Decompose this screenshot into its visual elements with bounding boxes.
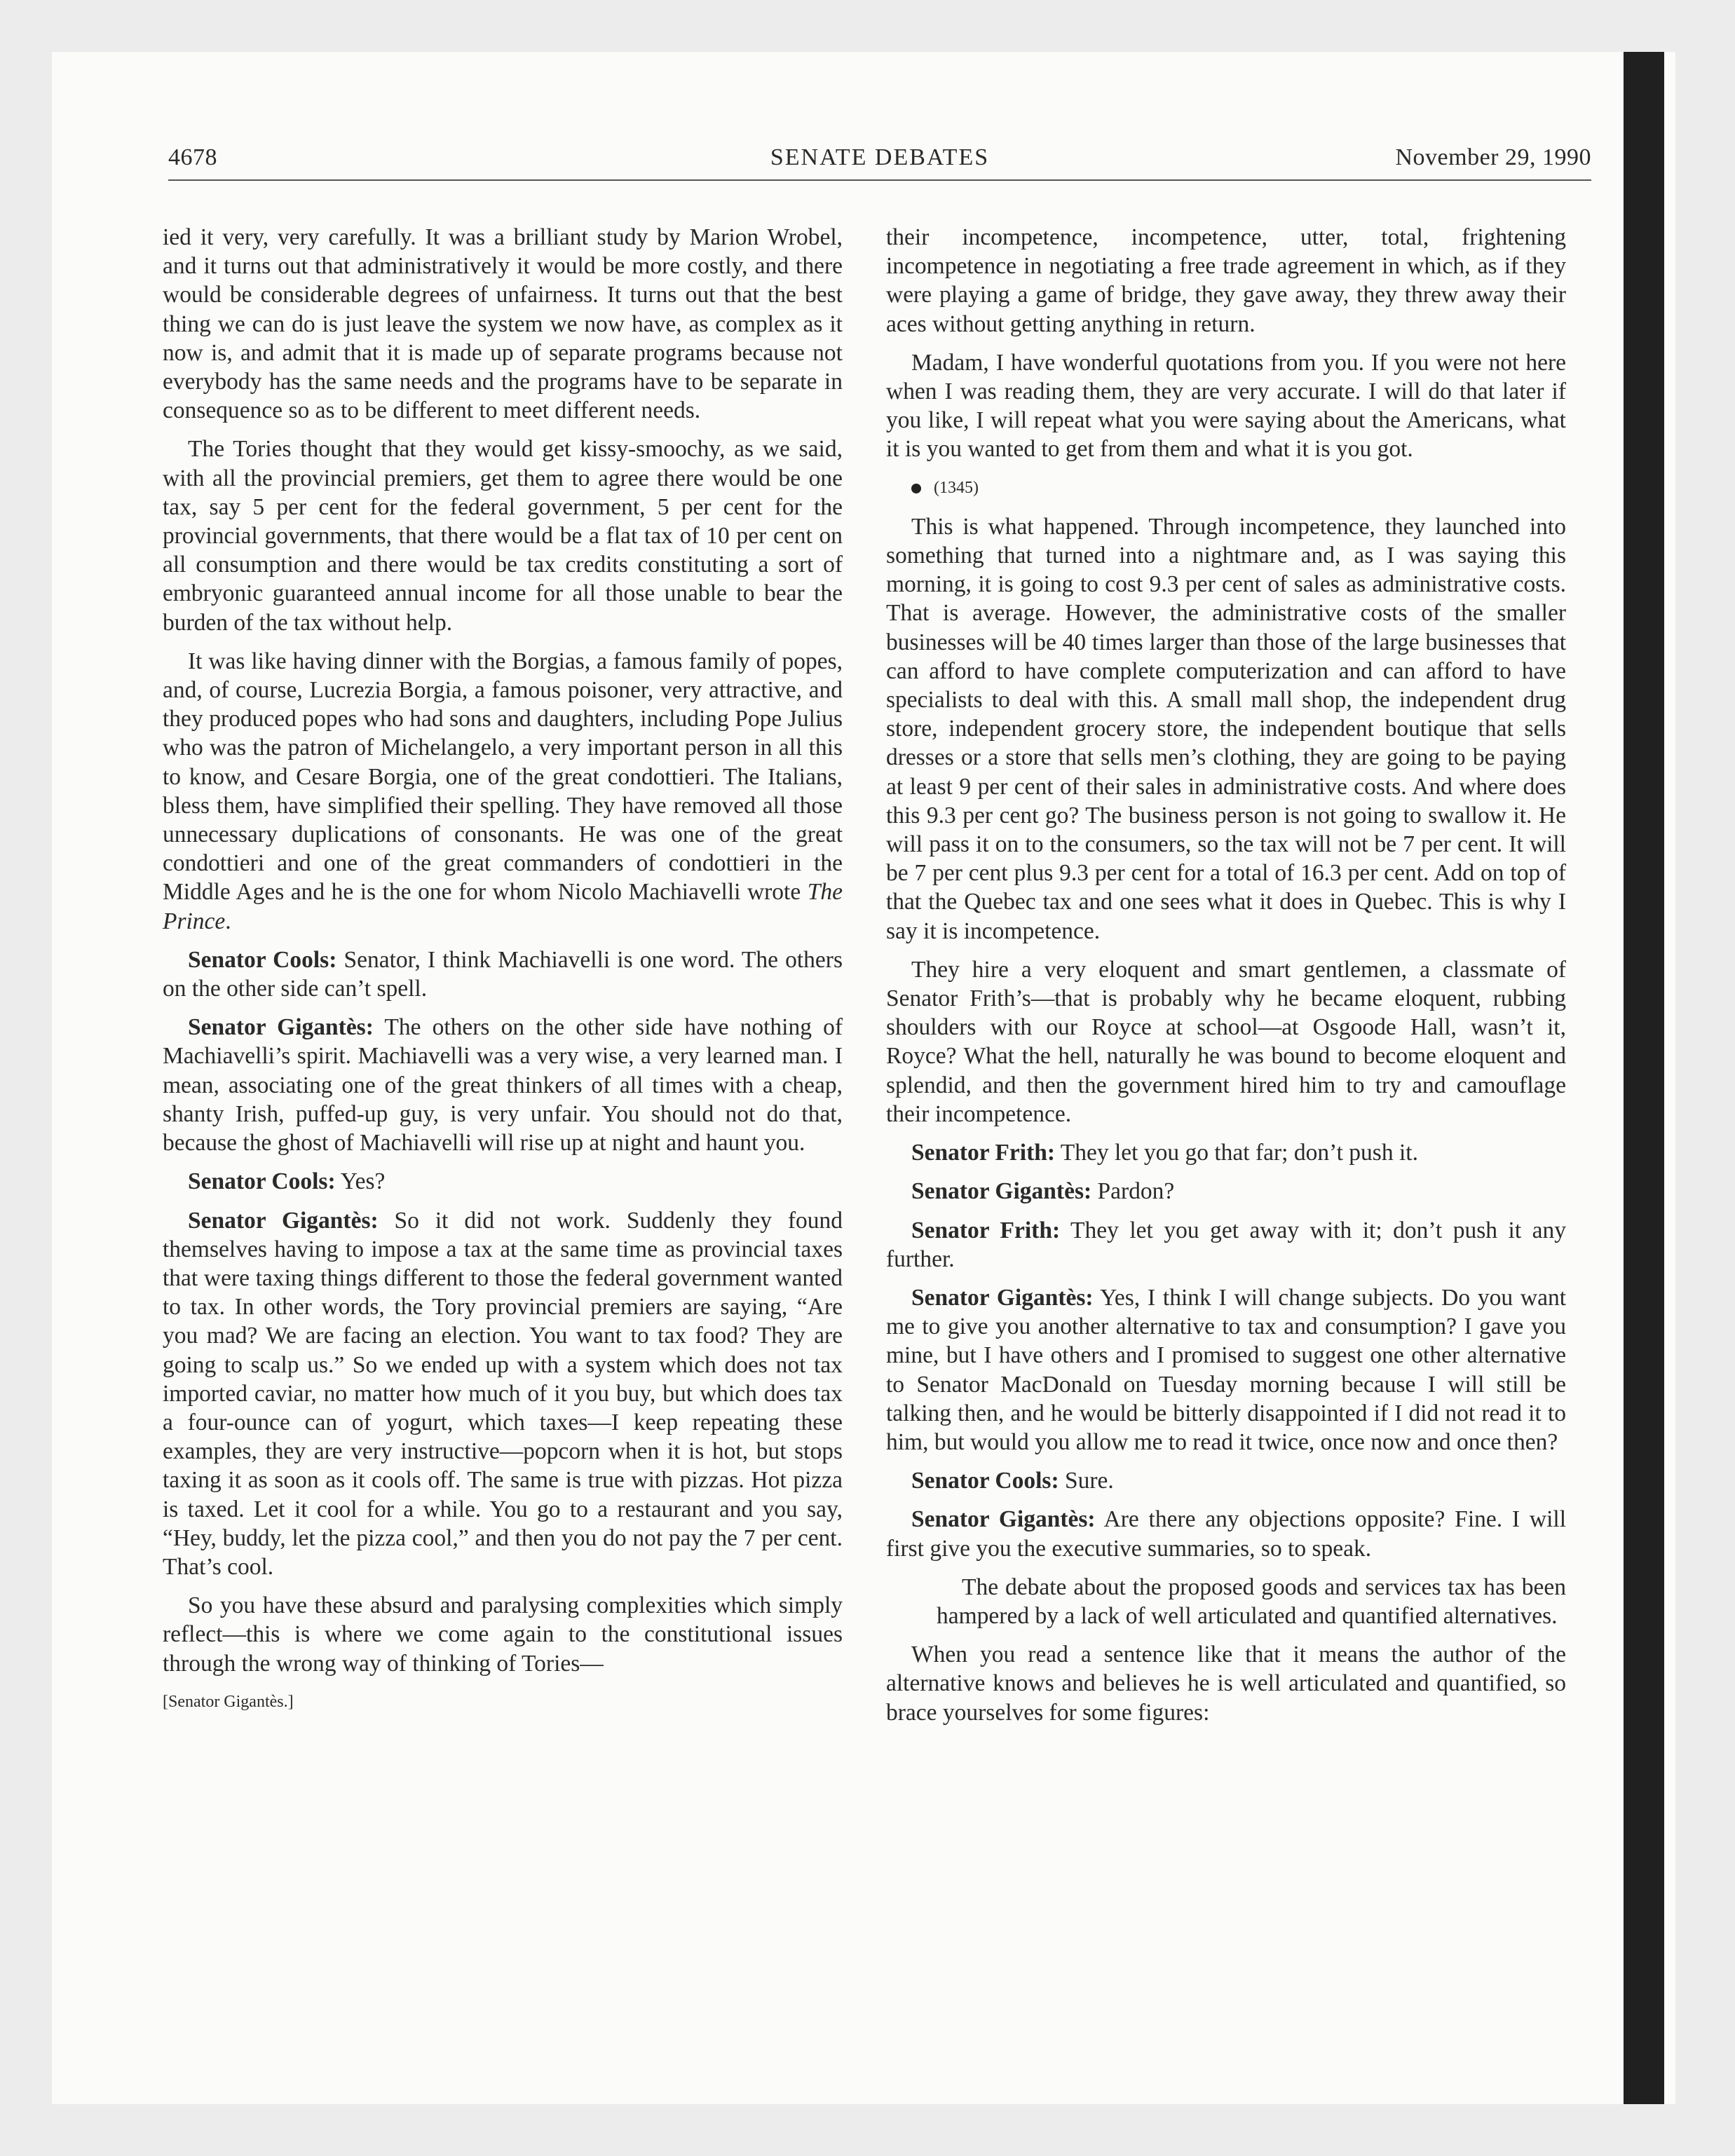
speaker-continuation-note: [Senator Gigantès.] bbox=[163, 1692, 294, 1711]
paragraph: When you read a sentence like that it means the author of the alternative knows and believes he is well articulated and quantified, so brace yourselves for some figures: bbox=[886, 1642, 1566, 1726]
speech bbox=[886, 1283, 1566, 1456]
left-column bbox=[163, 223, 843, 1726]
speech bbox=[886, 1177, 1566, 1206]
speech bbox=[163, 1013, 843, 1157]
time-marker bbox=[886, 474, 1566, 503]
scan-edge-strip bbox=[1624, 52, 1664, 2104]
speech bbox=[163, 946, 843, 1003]
speech-text: They let you get away with it; don’t push it any further. bbox=[886, 1217, 1566, 1272]
speech-text: Pardon? bbox=[1091, 1178, 1175, 1205]
paragraph bbox=[163, 647, 843, 936]
paragraph-end: . bbox=[225, 908, 231, 934]
speech-text: Sure. bbox=[1059, 1468, 1114, 1494]
speaker-name: Senator Cools: bbox=[188, 946, 337, 973]
paragraph: They hire a very eloquent and smart gentlemen, a classmate of Senator Frith’s—that is probably why he became eloquent, rubbing shoulders with our Royce at school—at Osgoode Hall, wasn’t it, Royce? What the hell, naturally he was bound to become eloquent and splendid, and then the government hired him to try and camouflage their incompetence. bbox=[886, 956, 1566, 1127]
paragraph: So you have these absurd and paralysing complexities which simply reflect—this is where we come again to the constitutional issues through the wrong way of thinking of Tories— bbox=[163, 1592, 843, 1677]
publication-title: SENATE DEBATES bbox=[770, 144, 990, 170]
speech bbox=[163, 1206, 843, 1582]
speaker-name: Senator Cools: bbox=[911, 1468, 1059, 1494]
page-number: 4678 bbox=[168, 144, 217, 170]
speaker-name: Senator Gigantès: bbox=[911, 1506, 1096, 1533]
paragraph: This is what happened. Through incompetence, they launched into something that turned into a nightmare and, as I was saying this morning, it is going to cost 9.3 per cent of sales as administrative costs. That is average. However, the administrative costs of the smaller businesses will be 40 times larger than those of the large businesses that can afford to have complete computerization and can afford to have specialists to deal with this. A small mall shop, the independent drug store, independent grocery store, the independent boutique that sells dresses or a store that sells men’s clothing, they are going to be paying at least 9 per cent of their sales in administrative costs. And where does this 9.3 per cent go? The business person is not going to swallow it. He will pass it on to the consumers, so the tax will not be 7 per cent. It will be 7 per cent plus 9.3 per cent for a total of 16.3 per cent. Add on top of that the Quebec tax and one sees what it does in Quebec. This is why I say it is incompetence. bbox=[886, 513, 1566, 944]
speaker-name: Senator Gigantès: bbox=[188, 1014, 374, 1041]
speaker-name: Senator Gigantès: bbox=[911, 1178, 1092, 1205]
paragraph: ied it very, very carefully. It was a brilliant study by Marion Wrobel, and it turns out that administratively it would be more costly, and there would be considerable degrees of unfairness. It turns out that the best thing we can do is just leave the system we now have, as complex as it now is, and admit that it is made up of separate programs because not everybody has the same needs and the programs have to be separate in consequence so as to be different to meet different needs. bbox=[163, 224, 843, 424]
speech-text: So it did not work. Suddenly they found themselves having to impose a tax at the same time as provincial taxes that were taxing things different to those the federal government wanted to tax. In other words, the Tory provincial premiers are saying, “Are you mad? We are facing an election. You want to tax food? They are going to scalp us.” So we ended up with a system which does not tax imported caviar, no matter how much of it you buy, but which does tax a four-ounce can of yogurt, which taxes—I keep repeating these examples, they are very instructive—popcorn when it is hot, but stops taxing it as soon as it cools off. The same is true with pizzas. Hot pizza is taxed. Let it cool for a while. You go to a restaurant and you say, “Hey, buddy, let the pizza cool,” and then you do not pay the 7 per cent. That’s cool. bbox=[163, 1207, 843, 1580]
speech bbox=[886, 1505, 1566, 1562]
speech-text: Yes, I think I will change subjects. Do you want me to give you another alternative to tax and consumption? I gave you mine, but I have others and I promised to suggest one other alternative to Senator MacDonald on Tuesday morning because I will still be talking then, and he would be bitterly disappointed if I did not read it to him, but would you allow me to read it twice, once now and once then? bbox=[886, 1284, 1566, 1455]
speaker-name: Senator Gigantès: bbox=[188, 1207, 379, 1234]
speech bbox=[163, 1167, 843, 1196]
speech-text: Are there any objections opposite? Fine. I will first give you the executive summaries, so to speak. bbox=[886, 1506, 1567, 1562]
paragraph: Madam, I have wonderful quotations from you. If you were not here when I was reading them, they are very accurate. I will do that later if you like, I will repeat what you were saying about the Americans, what it is you wanted to get from them and what it is you got. bbox=[886, 349, 1566, 463]
speaker-name: Senator Frith: bbox=[911, 1140, 1056, 1166]
running-header bbox=[168, 140, 1591, 181]
time-marker-text: (1345) bbox=[934, 478, 979, 497]
speech bbox=[886, 1216, 1566, 1274]
paragraph: The Tories thought that they would get kissy-smoochy, as we said, with all the provincial premiers, get them to agree there would be one tax, say 5 per cent for the federal government, 5 per cent for the provincial governments, that there would be a flat tax of 10 per cent on all consumption and there would be tax credits constituting a sort of embryonic guaranteed annual income for all those unable to bear the burden of the tax without help. bbox=[163, 436, 843, 636]
speaker-name: Senator Frith: bbox=[911, 1217, 1061, 1243]
speech-text: The others on the other side have nothing of Machiavelli’s spirit. Machiavelli was a very wise, a very learned man. I mean, associating one of the great thinkers of all times with a cheap, shanty Irish, puffed-up guy, is very unfair. You should not do that, because the ghost of Machiavelli will rise up at night and haunt you. bbox=[163, 1014, 843, 1157]
speech-text: Senator, I think Machiavelli is one word. The others on the other side can’t spell. bbox=[163, 946, 843, 1002]
block-quote: The debate about the proposed goods and services tax has been hampered by a lack of well articulated and quantified alternatives. bbox=[937, 1574, 1566, 1629]
sitting-date: November 29, 1990 bbox=[1395, 144, 1591, 170]
right-column bbox=[886, 223, 1566, 1737]
speech bbox=[886, 1466, 1566, 1495]
speech bbox=[886, 1138, 1566, 1167]
speaker-name: Senator Cools: bbox=[188, 1168, 336, 1195]
speaker-name: Senator Gigantès: bbox=[911, 1284, 1094, 1311]
speech-text: They let you go that far; don’t push it. bbox=[1055, 1140, 1418, 1166]
paragraph-text: It was like having dinner with the Borgias, a famous family of popes, and, of course, Lucrezia Borgia, a famous poisoner, very attractive, and they produced popes who had sons and daughters, including Pope Julius who was the patron of Michelangelo, a very important person in all this to know, and Cesare Borgia, one of the great condottieri. The Italians, bless them, have simplified their spelling. They have removed all those unnecessary duplications of consonants. He was one of the great condottieri and one of the great commanders of condottieri in the Middle Ages and he is the one for whom Nicolo Machiavelli wrote bbox=[163, 648, 843, 906]
paragraph: their incompetence, incompetence, utter, total, frightening incompetence in negotiating a free trade agreement in which, as if they were playing a game of bridge, they gave away, they threw away their aces without getting anything in return. bbox=[886, 224, 1566, 337]
speech-text: Yes? bbox=[335, 1168, 386, 1195]
bullet-icon bbox=[911, 484, 921, 493]
book-title: The Prince bbox=[163, 879, 843, 934]
